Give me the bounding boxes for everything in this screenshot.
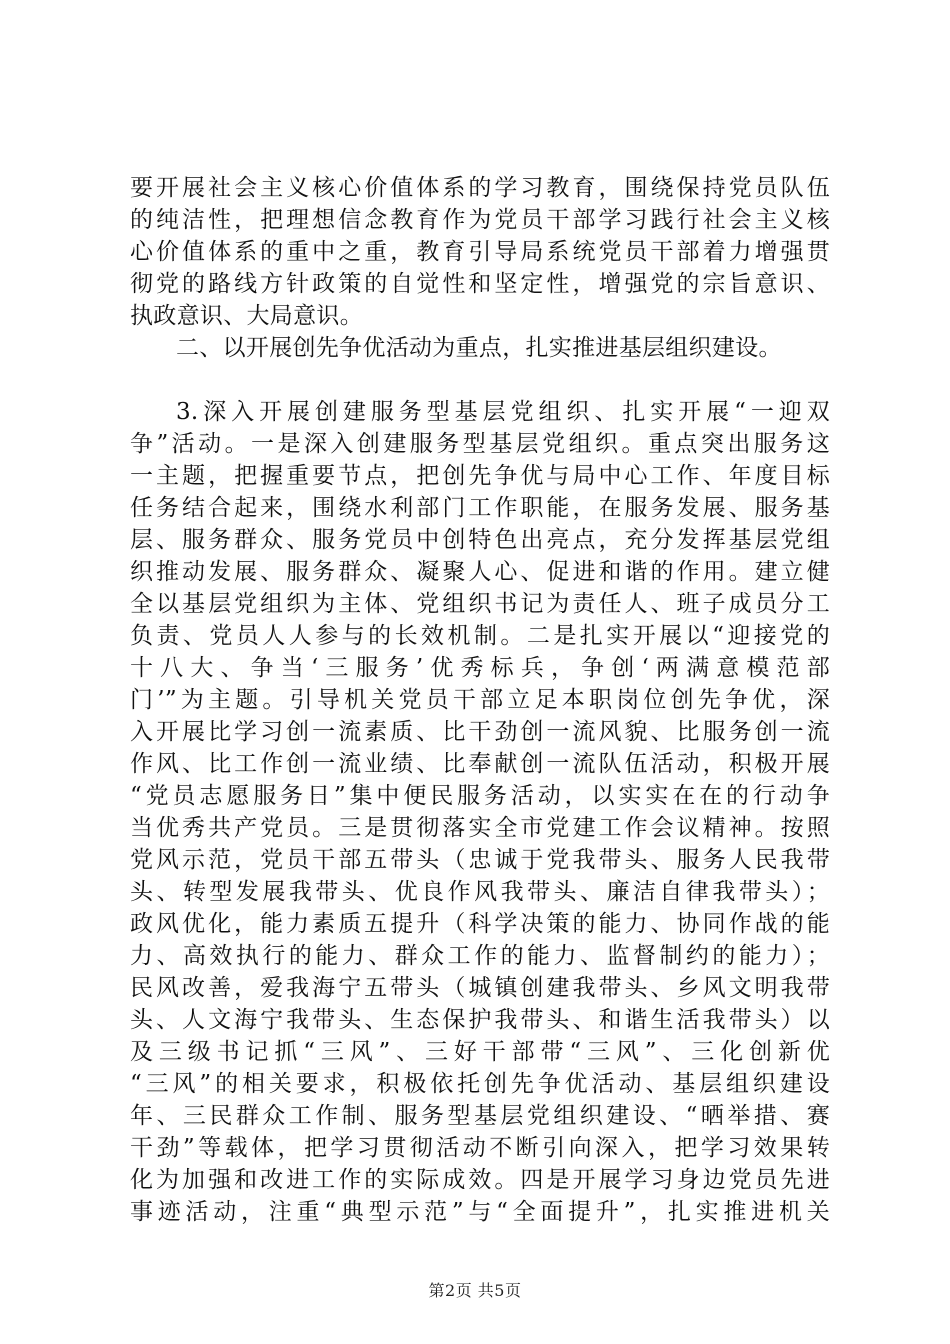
text-line: 民风改善，爱我海宁五带头（城镇创建我带头、乡风文明我带 — [130, 975, 830, 1001]
text-line: 入开展比学习创一流素质、比干劲创一流风貌、比服务创一流 — [130, 719, 830, 745]
text-line: 年、三民群众工作制、服务型基层党组织建设、“晒举措、赛 — [130, 1103, 830, 1129]
text-line: 头、转型发展我带头、优良作风我带头、廉洁自律我带头）； — [130, 879, 830, 905]
text-line: 要开展社会主义核心价值体系的学习教育，围绕保持党员队伍 — [130, 175, 830, 201]
body-text — [130, 172, 830, 1228]
text-line: 政风优化，能力素质五提升（科学决策的能力、协同作战的能 — [130, 911, 830, 937]
paragraph-1 — [130, 172, 830, 332]
text-line: 事迹活动，注重“典型示范”与“全面提升”，扎实推进机关 — [130, 1199, 830, 1225]
text-line: 负责、党员人人参与的长效机制。二是扎实开展以“迎接党的 — [130, 623, 830, 649]
text-line: 心价值体系的重中之重，教育引导局系统党员干部着力增强贯 — [130, 239, 830, 265]
text-line: 执政意识、大局意识。 — [130, 303, 363, 329]
blank-line — [130, 364, 830, 396]
text-line: 力、高效执行的能力、群众工作的能力、监督制约的能力）； — [130, 943, 830, 969]
text-line: 化为加强和改进工作的实际成效。四是开展学习身边党员先进 — [130, 1167, 830, 1193]
text-line: 层、服务群众、服务党员中创特色出亮点，充分发挥基层党组 — [130, 527, 830, 553]
text-line: 门’”为主题。引导机关党员干部立足本职岗位创先争优，深 — [130, 687, 830, 713]
text-line: 党风示范，党员干部五带头（忠诚于党我带头、服务人民我带 — [130, 847, 830, 873]
text-line: 的纯洁性，把理想信念教育作为党员干部学习践行社会主义核 — [130, 207, 830, 233]
text-line: 作风、比工作创一流业绩、比奉献创一流队伍活动，积极开展 — [130, 751, 830, 777]
text-line: 当优秀共产党员。三是贯彻落实全市党建工作会议精神。按照 — [130, 815, 830, 841]
text-line: 彻党的路线方针政策的自觉性和坚定性，增强党的宗旨意识、 — [130, 271, 830, 297]
text-line: 织推动发展、服务群众、凝聚人心、促进和谐的作用。建立健 — [130, 559, 830, 585]
section-heading: 二、以开展创先争优活动为重点，扎实推进基层组织建设。 — [176, 335, 782, 361]
text-line: 任务结合起来，围绕水利部门工作职能，在服务发展、服务基 — [130, 495, 830, 521]
text-line: “党员志愿服务日”集中便民服务活动，以实实在在的行动争 — [130, 783, 830, 809]
text-line: 全以基层党组织为主体、党组织书记为责任人、班子成员分工 — [130, 591, 830, 617]
page-number-footer: 第2页 共5页 — [428, 1281, 522, 1300]
text-line: “三风”的相关要求，积极依托创先争优活动、基层组织建设 — [130, 1071, 830, 1097]
text-line: 头、人文海宁我带头、生态保护我带头、和谐生活我带头）以 — [130, 1007, 830, 1033]
paragraph-3 — [130, 396, 830, 1228]
text-line: 十八大、争当‘三服务’优秀标兵，争创‘两满意模范部 — [130, 655, 830, 681]
text-line: 争”活动。一是深入创建服务型基层党组织。重点突出服务这 — [130, 431, 830, 457]
text-line: 及三级书记抓“三风”、三好干部带“三风”、三化创新优 — [130, 1039, 830, 1065]
text-line: 一主题，把握重要节点，把创先争优与局中心工作、年度目标 — [130, 463, 830, 489]
text-line: 干劲”等载体，把学习贯彻活动不断引向深入，把学习效果转 — [130, 1135, 830, 1161]
text-line: 3.深入开展创建服务型基层党组织、扎实开展“一迎双 — [176, 399, 830, 425]
